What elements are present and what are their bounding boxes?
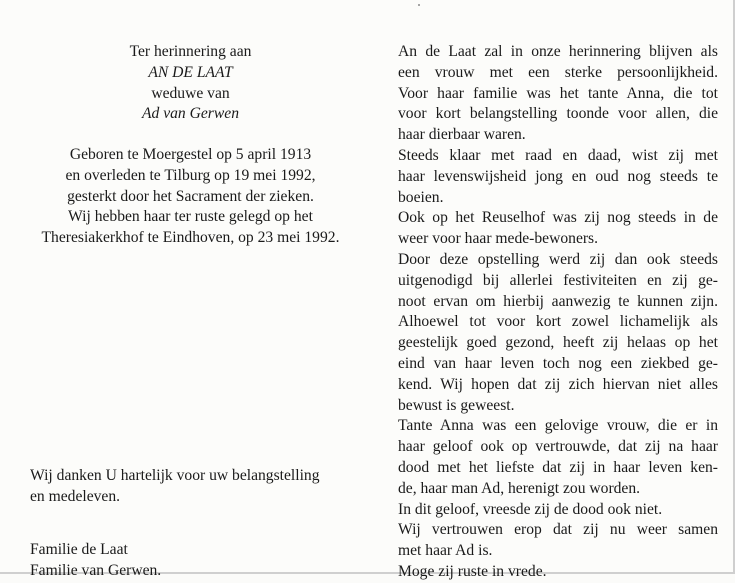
- details-line: Wij hebben haar ter ruste gelegd op het: [68, 208, 313, 226]
- life-details: [18, 145, 363, 249]
- tribute-line: voor kort belangstelling toonde voor allen, die: [398, 105, 718, 123]
- tribute-line: eind van haar leven toch nog een ziekbed ge-: [398, 354, 718, 372]
- tribute-line: Door deze opstelling werd zij dan ook steeds: [398, 250, 718, 268]
- tribute-line: uitgenodigd bij allerlei festiviteiten en zij ge-: [398, 271, 718, 289]
- tribute-line: noot ervan om hierbij aanwezig te kunnen zijn.: [398, 292, 718, 310]
- tribute-line: de, haar man Ad, herenigt zou worden.: [398, 479, 641, 497]
- tribute-line: In dit geloof, vreesde zij de dood ook niet.: [398, 500, 663, 518]
- tribute-line: dood met het liefste dat zij in haar leven ken-: [398, 458, 718, 476]
- tribute-line: Alhoewel tot voor kort zowel lichamelijk als: [398, 313, 718, 331]
- family-signature: [30, 540, 360, 582]
- tribute-line: An de Laat zal in onze herinnering blijven als: [398, 43, 718, 60]
- tribute-line: weer voor haar mede-bewoners.: [398, 230, 599, 248]
- thanks-note: [30, 466, 360, 508]
- tribute-line: Tante Anna was een gelovige vrouw, die er in: [398, 417, 718, 435]
- tribute-line: Wij vertrouwen erop dat zij nu weer samen: [398, 521, 718, 539]
- thanks-line: en medeleven.: [30, 487, 121, 505]
- tribute-text: [398, 42, 718, 583]
- tribute-line: met haar Ad is.: [398, 542, 493, 560]
- remembrance-heading: [18, 42, 363, 125]
- tribute-line: haar levenswijsheid jong en oud nog steeds te: [398, 167, 718, 185]
- tribute-line: Steeds klaar met raad en daad, wist zij met: [398, 146, 718, 164]
- thanks-line: Wij danken U hartelijk voor uw belangstelling: [30, 467, 320, 484]
- spouse-name: Ad van Gerwen: [141, 105, 239, 123]
- tribute-line: Moge zij ruste in vrede.: [398, 562, 547, 580]
- tribute-line: boeien.: [398, 188, 444, 206]
- signature-line: Familie van Gerwen.: [30, 561, 162, 579]
- widow-of-line: weduwe van: [151, 84, 230, 102]
- details-line: gesterkt door het Sacrament der zieken.: [67, 187, 314, 205]
- tribute-line: haar dierbaar waren.: [398, 126, 526, 144]
- signature-line: Familie de Laat: [30, 541, 128, 558]
- details-line: Theresiakerkhof te Eindhoven, op 23 mei 1992.: [41, 229, 340, 247]
- tribute-line: geestelijk goed gezond, heeft zij helaas op het: [398, 334, 718, 352]
- tribute-line: een vrouw met een sterke persoonlijkheid.: [398, 63, 718, 81]
- print-speck: [418, 4, 420, 6]
- tribute-line: haar geloof ook op vertrouwde, dat zij na haar: [398, 438, 718, 456]
- tribute-line: bewust is geweest.: [398, 396, 515, 414]
- tribute-line: Ook op het Reuselhof was zij nog steeds in de: [398, 209, 718, 227]
- tribute-line: kend. Wij hopen dat zij zich hiervan niet alles: [398, 375, 718, 393]
- remembrance-line: Ter herinnering aan: [129, 43, 252, 60]
- tribute-line: Voor haar familie was het tante Anna, die tot: [398, 84, 718, 102]
- details-line: en overleden te Tilburg op 19 mei 1992,: [65, 166, 316, 184]
- details-line: Geboren te Moergestel op 5 april 1913: [69, 146, 312, 163]
- deceased-name: AN DE LAAT: [148, 63, 233, 81]
